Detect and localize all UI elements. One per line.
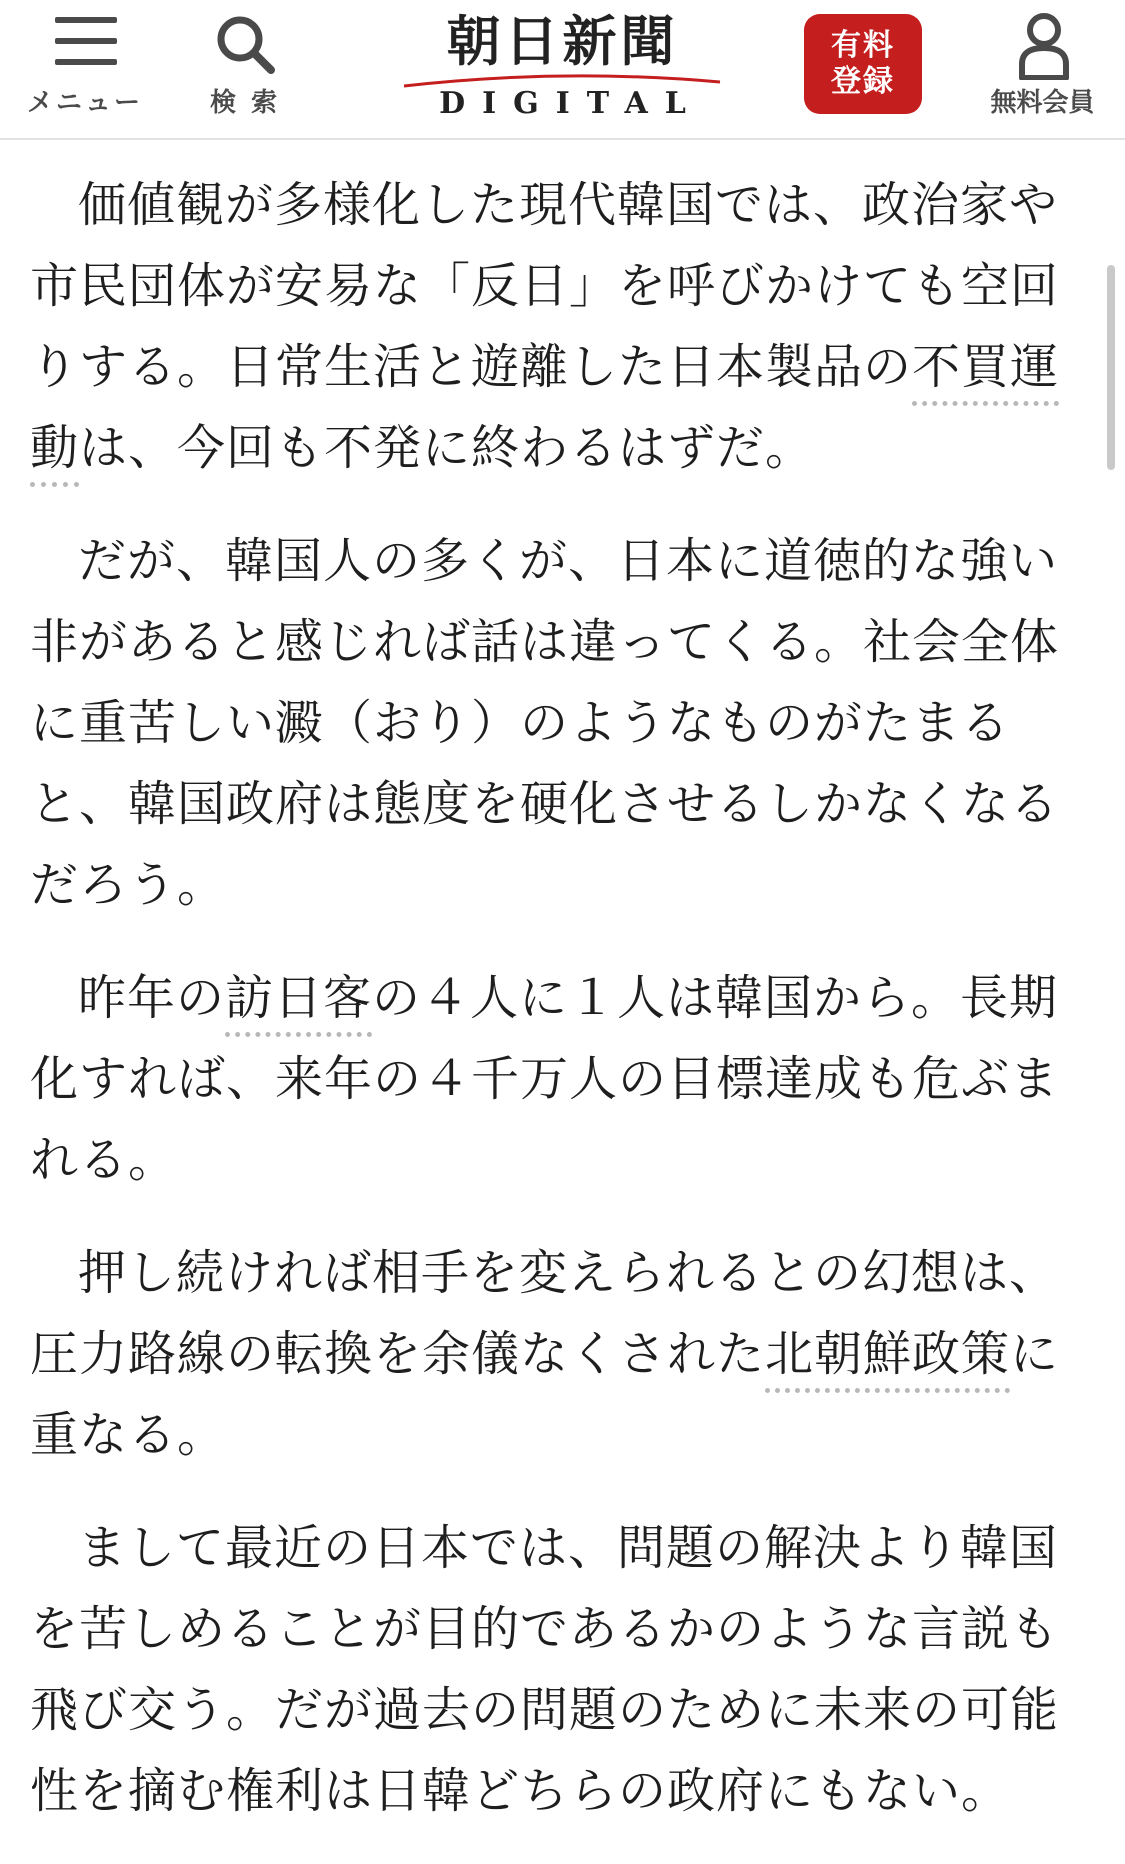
keyword-link[interactable]: 不買運動 xyxy=(30,339,1060,476)
site-header xyxy=(0,0,1125,140)
article-paragraph: 価値観が多様化した現代韓国では、政治家や市民団体が安易な「反日」を呼びかけても空回りする。日常生活と遊離した日本製品の不買運動は、今回も不発に終わるはずだ。 xyxy=(30,177,1060,476)
search-button[interactable] xyxy=(190,0,300,138)
search-label: 検 索 xyxy=(209,88,281,118)
logo-subtitle: DIGITAL xyxy=(439,86,703,121)
scrollbar-thumb[interactable] xyxy=(1107,265,1115,470)
keyword-link[interactable]: 訪日客 xyxy=(225,970,373,1026)
menu-icon xyxy=(55,17,117,67)
article-paragraph: だが、韓国人の多くが、日本に道徳的な強い非があると感じれば話は違ってくる。社会全体に重苦しい澱（おり）のようなものがたまると、韓国政府は態度を硬化させるしかなくなるだろう。 xyxy=(30,533,1060,913)
free-member-label: 無料会員 xyxy=(990,88,1095,118)
menu-button[interactable] xyxy=(20,0,150,138)
search-icon xyxy=(213,12,277,76)
paid-label-line2: 登録 xyxy=(831,64,895,99)
article-body xyxy=(30,165,1090,1864)
menu-label: メニュー xyxy=(26,88,143,118)
site-logo[interactable] xyxy=(400,6,725,131)
paid-signup-button[interactable] xyxy=(804,14,922,114)
paid-label-line1: 有料 xyxy=(831,28,895,63)
article-paragraph: 押し続ければ相手を変えられるとの幻想は、圧力路線の転換を余儀なくされた北朝鮮政策に重なる。 xyxy=(30,1245,1060,1463)
person-icon xyxy=(1018,12,1070,80)
logo-title: 朝日新聞 xyxy=(446,9,679,73)
article-paragraph: 昨年の訪日客の４人に１人は韓国から。長期化すれば、来年の４千万人の目標達成も危ぶまれる。 xyxy=(30,970,1060,1188)
keyword-link[interactable]: 北朝鮮政策 xyxy=(765,1326,1011,1382)
free-member-button[interactable] xyxy=(980,0,1105,138)
article-paragraph: まして最近の日本では、問題の解決より韓国を苦しめることが目的であるかのような言説も飛び交う。だが過去の問題のために未来の可能性を摘む権利は日韓どちらの政府にもない。 xyxy=(30,1520,1060,1819)
